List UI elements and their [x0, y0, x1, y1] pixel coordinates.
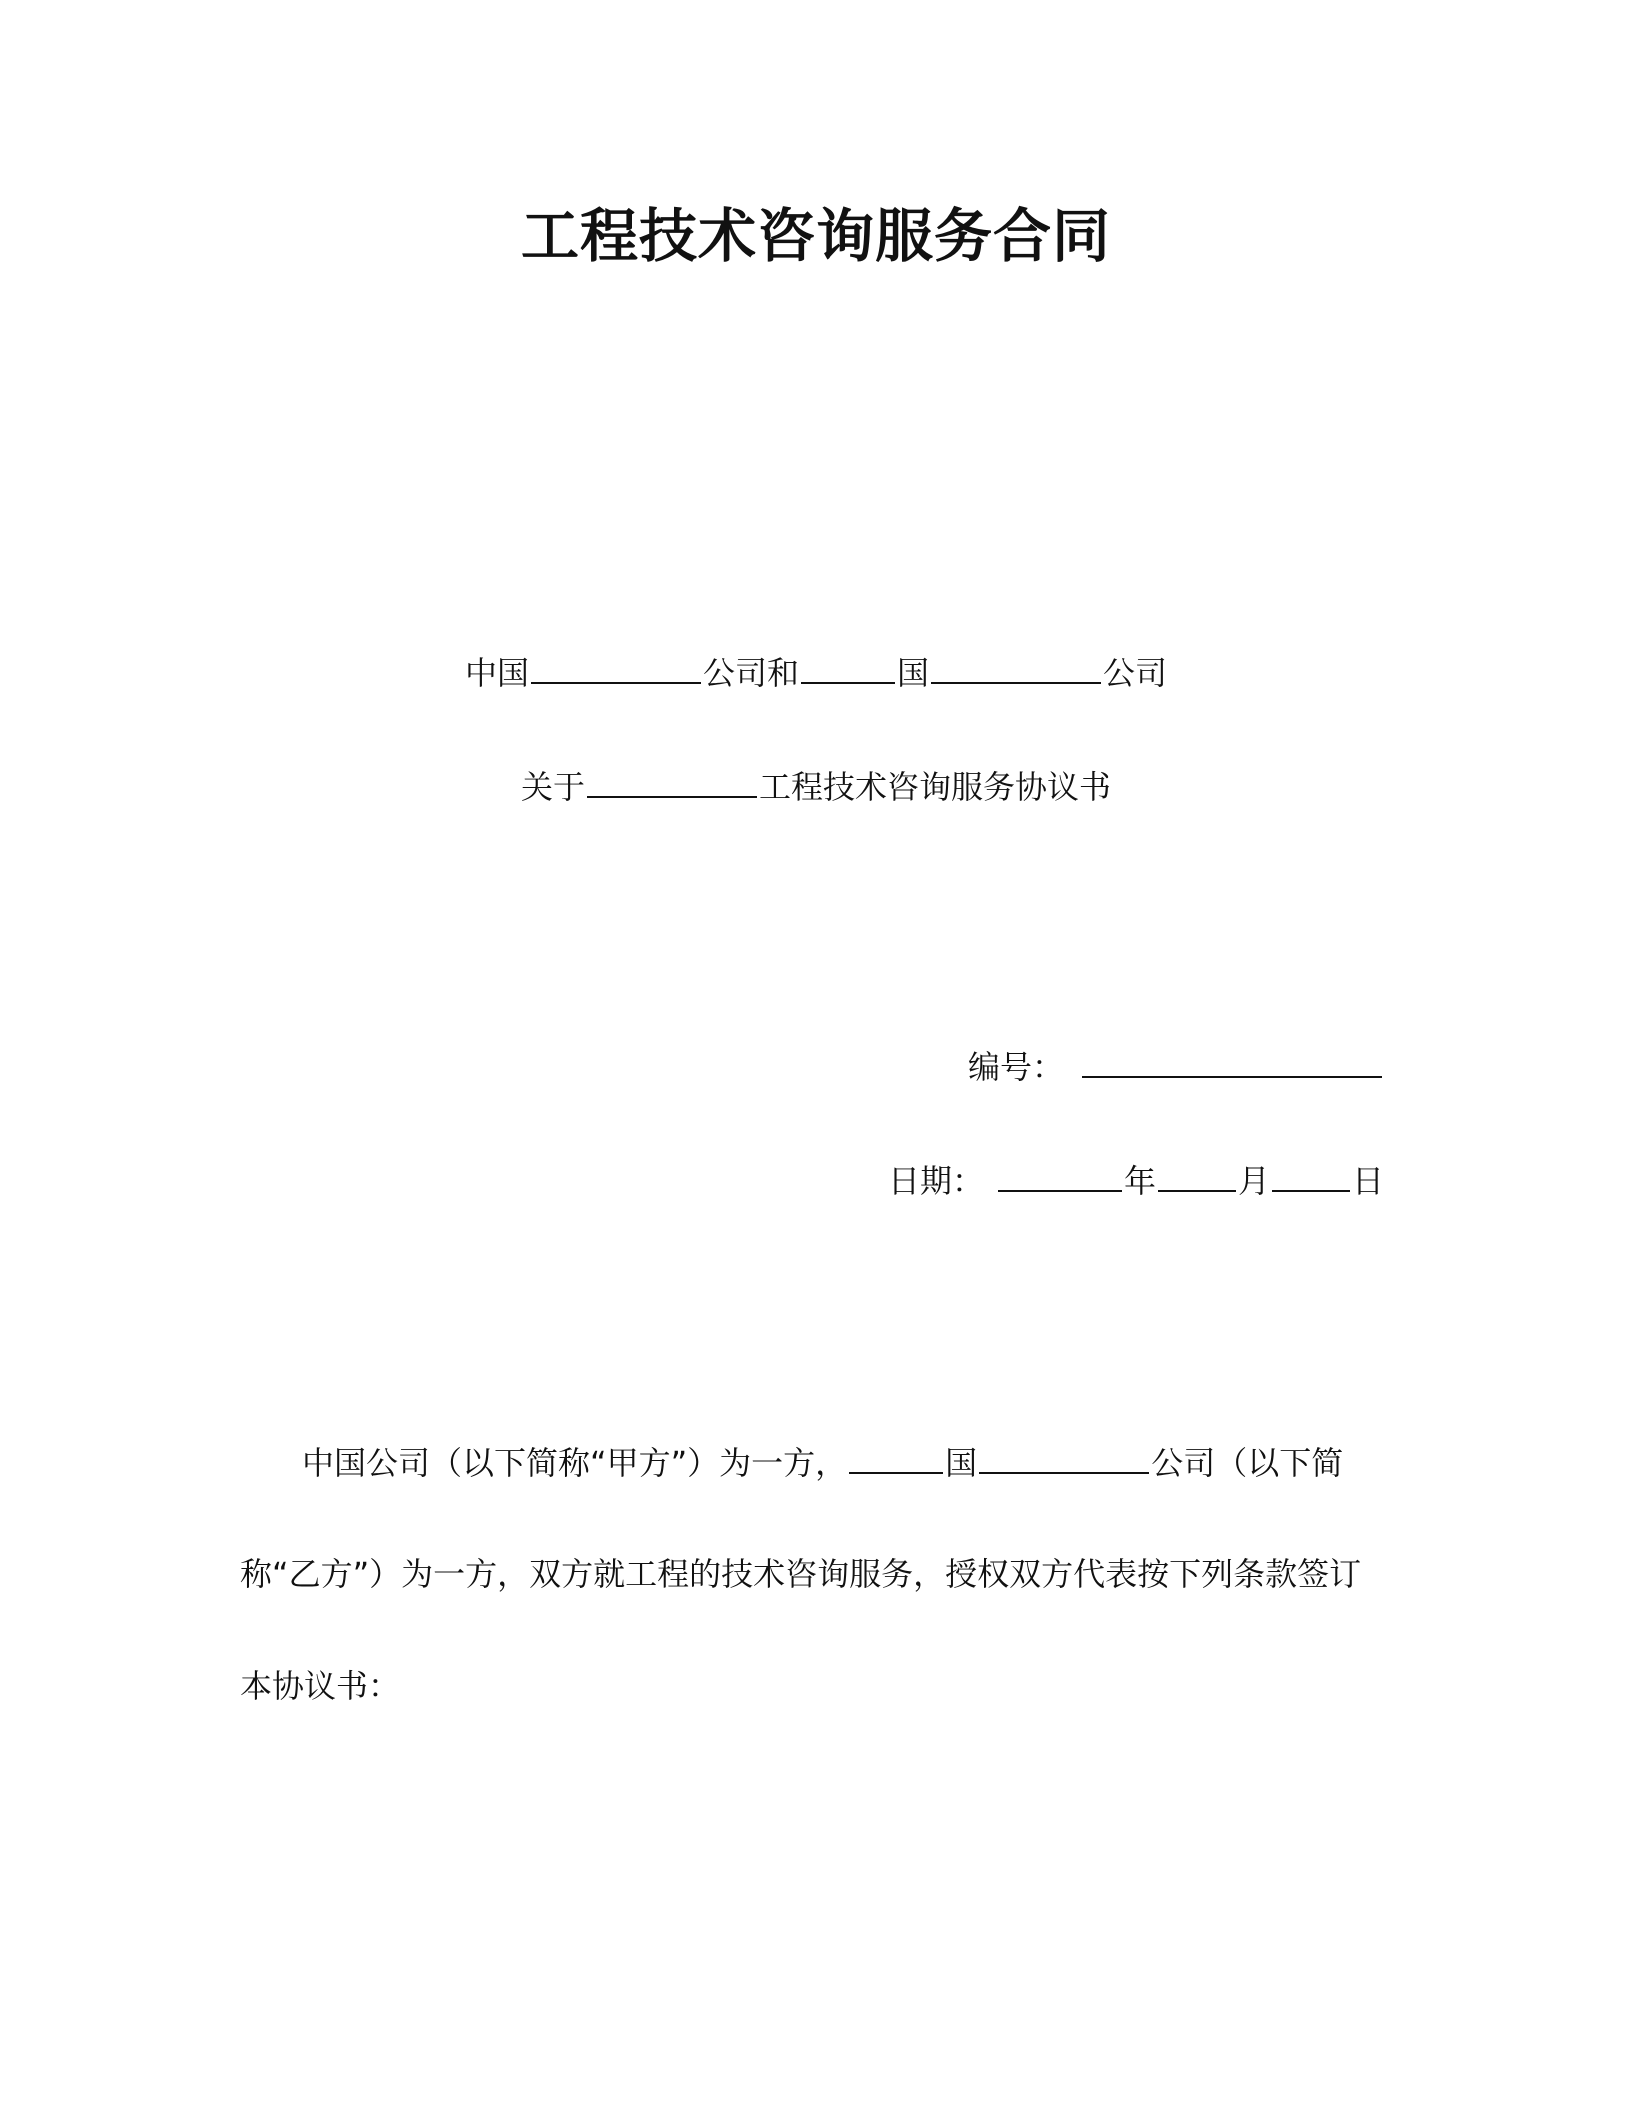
day-label: 日: [1351, 1162, 1384, 1200]
year-label: 年: [1123, 1162, 1156, 1200]
about-line: [0, 762, 1632, 809]
parties-suffix: 公司: [1103, 654, 1168, 692]
body-line-1c: 公司（以下简: [1151, 1444, 1344, 1482]
body-line-1a: 中国公司（以下简称“甲方”）为一方，: [302, 1444, 848, 1482]
about-prefix: 关于: [520, 768, 585, 806]
body-line-3: 本协议书：: [240, 1667, 401, 1705]
body-line-1b: 国: [945, 1444, 978, 1482]
party-b-country-blank[interactable]: [849, 1438, 943, 1474]
parties-mid1: 公司和: [702, 654, 799, 692]
month-blank[interactable]: [1158, 1156, 1236, 1192]
date-label: 日期：: [887, 1162, 984, 1200]
party-b-company-blank[interactable]: [979, 1438, 1149, 1474]
country-blank[interactable]: [801, 648, 895, 684]
day-blank[interactable]: [1272, 1156, 1350, 1192]
year-blank[interactable]: [998, 1156, 1122, 1192]
company-a-blank[interactable]: [531, 648, 701, 684]
company-b-blank[interactable]: [931, 648, 1101, 684]
document-title: 工程技术咨询服务合同: [520, 202, 1111, 270]
body-line-1: [302, 1438, 1343, 1485]
project-blank[interactable]: [587, 762, 757, 798]
date-line: [888, 1156, 1384, 1203]
parties-mid2: 国: [897, 654, 930, 692]
number-blank[interactable]: [1082, 1042, 1382, 1078]
number-label: 编号：: [967, 1048, 1064, 1086]
about-suffix: 工程技术咨询服务协议书: [759, 768, 1112, 806]
parties-line: [0, 648, 1632, 695]
parties-prefix: 中国: [464, 654, 529, 692]
month-label: 月: [1237, 1162, 1270, 1200]
number-line: [968, 1042, 1384, 1089]
body-line-2: 称“乙方”）为一方，双方就工程的技术咨询服务，授权双方代表按下列条款签订: [240, 1555, 1362, 1593]
